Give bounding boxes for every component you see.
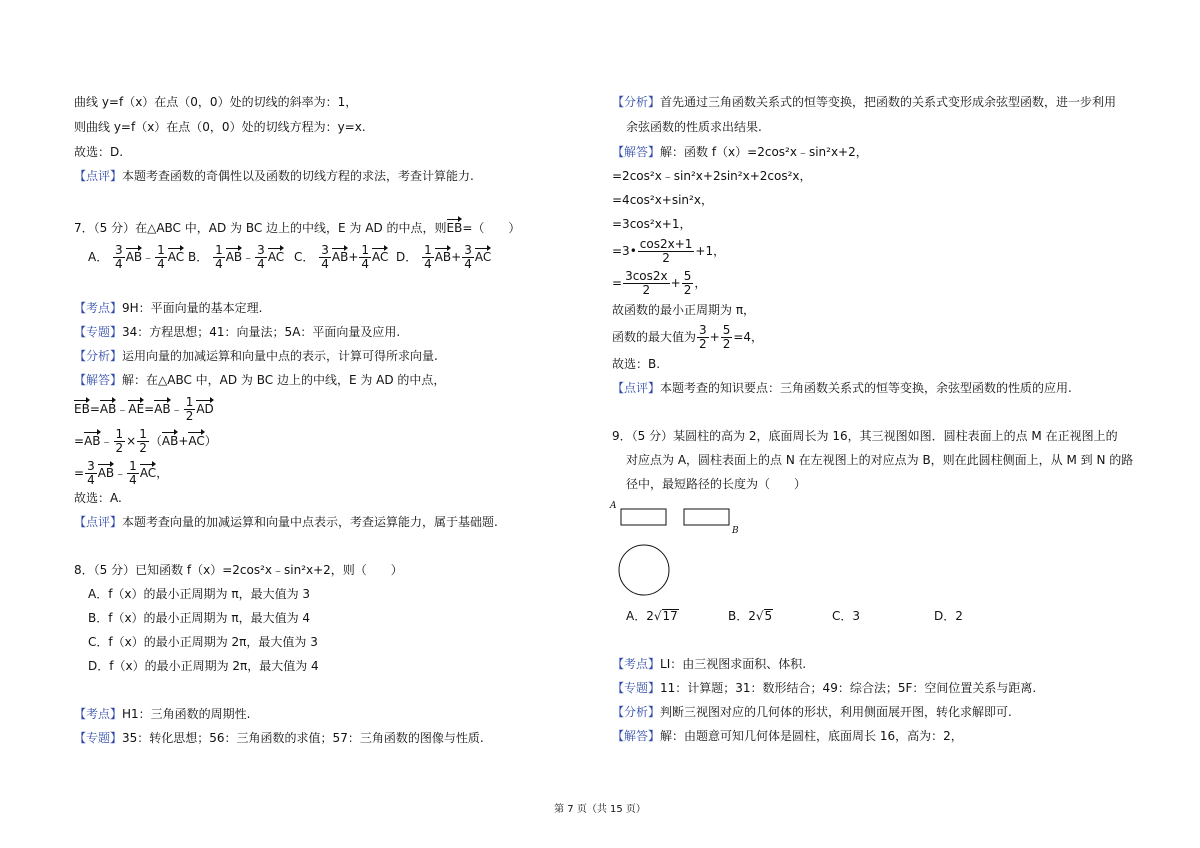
label-tag: 【考点】 — [74, 301, 123, 315]
label-tag: 【考点】 — [74, 707, 123, 721]
label-b: B — [732, 526, 739, 536]
operator: ） — [204, 434, 217, 448]
vector: AB — [162, 431, 178, 447]
option-letter: B． — [728, 609, 749, 623]
operator: = — [612, 276, 623, 290]
operator: +1， — [695, 244, 726, 258]
max-line — [612, 324, 763, 351]
vector: AC — [188, 431, 204, 447]
option-value: 3 — [852, 609, 861, 623]
max-text: 函数的最大值为 — [612, 330, 697, 344]
comment-line — [74, 514, 498, 530]
numerator: 3 — [321, 243, 329, 257]
fenxi-text: 判断三视图对应的几何体的形状，利用侧面展开图，转化求解即可. — [660, 705, 1012, 719]
fraction — [697, 324, 709, 351]
numerator: 1 — [185, 395, 194, 409]
jieda-text: 解：在△ABC 中，AD 为 BC 边上的中线，E 为 AD 的中点， — [122, 373, 446, 387]
vector: AE — [128, 399, 144, 415]
q8-option-c: C．f（x）的最小正周期为 2π，最大值为 3 — [88, 635, 318, 649]
sqrt-sign: √ — [653, 609, 662, 623]
option-letter: A． — [626, 609, 647, 623]
vector: AC — [168, 247, 184, 263]
question-8-stem: 8．（5 分）已知函数 f（x）=2cos²x﹣sin²x+2，则（ ） — [74, 563, 403, 577]
q7-option-a — [88, 244, 184, 271]
q8-step-5 — [612, 270, 706, 297]
label-tag: 【点评】 — [612, 381, 661, 395]
numerator: 5 — [683, 269, 692, 283]
vector: AD — [196, 399, 213, 415]
operator: × — [126, 434, 137, 448]
fraction — [114, 428, 126, 455]
numerator: 1 — [129, 459, 137, 473]
front-view-rect — [621, 509, 666, 525]
denominator: 4 — [215, 257, 223, 271]
denominator: 4 — [129, 473, 137, 487]
zhuanti-line — [612, 680, 1036, 696]
numerator: 3 — [87, 459, 95, 473]
sqrt-sign: √ — [755, 609, 764, 623]
option-letter: D． — [934, 609, 956, 623]
vector: AC — [372, 247, 388, 263]
q8-step-2: =4cos²x+sin²x， — [612, 193, 713, 207]
operator: = — [74, 466, 85, 480]
vector: AB — [98, 463, 114, 479]
q7-step-1 — [74, 396, 214, 423]
vector: AC — [475, 247, 491, 263]
operator: ﹣ — [170, 402, 183, 416]
denominator: 4 — [321, 257, 329, 271]
fraction — [155, 244, 167, 271]
numerator: 1 — [115, 427, 124, 441]
fraction — [319, 244, 331, 271]
vector: AB — [332, 247, 348, 263]
fraction — [721, 324, 733, 351]
label-tag: 【专题】 — [74, 325, 123, 339]
stem-text: 7．（5 分）在△ABC 中，AD 为 BC 边上的中线，E 为 AD 的中点，则 — [74, 221, 447, 235]
comment-line — [74, 168, 474, 184]
vector: AB — [100, 399, 116, 415]
denominator: 4 — [464, 257, 472, 271]
question-9-line-1: 9．（5 分）某圆柱的高为 2，底面周长为 16，其三视图如图．圆柱表面上的点 M 在正视图上的 — [612, 429, 1118, 443]
fraction — [359, 244, 371, 271]
denominator: 2 — [683, 283, 692, 297]
fraction — [184, 396, 196, 423]
denominator: 2 — [115, 441, 124, 455]
label-tag: 【解答】 — [74, 373, 123, 387]
operator: ﹣ — [100, 434, 113, 448]
label-tag: 【点评】 — [74, 515, 123, 529]
radicand: 17 — [662, 609, 678, 623]
q8-option-b: B．f（x）的最小正周期为 π，最大值为 4 — [88, 611, 311, 625]
q9-option-d — [934, 608, 963, 624]
operator: + — [348, 250, 359, 264]
numerator: 1 — [157, 243, 165, 257]
numerator: 3 — [115, 243, 123, 257]
denominator: 4 — [87, 473, 95, 487]
coefficient: 2 — [646, 609, 654, 623]
option-letter: C． — [294, 250, 315, 264]
fenxi-text: 运用向量的加减运算和向量中点的表示，计算可得所求向量. — [122, 349, 438, 363]
kaodian-line — [612, 656, 806, 672]
fraction — [682, 270, 694, 297]
operator: ﹣ — [142, 250, 155, 264]
fraction — [127, 460, 139, 487]
kaodian-text: 9H：平面向量的基本定理. — [122, 301, 263, 315]
question-9-line-2: 对应点为 A，圆柱表面上的点 N 在左视图上的对应点为 B，则在此圆柱侧面上，从 M 到 N 的路 — [626, 453, 1134, 467]
question-7-stem — [74, 218, 520, 236]
denominator: 4 — [115, 257, 123, 271]
operator: = — [89, 402, 100, 416]
top-view-circle — [619, 545, 669, 595]
operator: = — [74, 434, 85, 448]
kaodian-text: H1：三角函数的周期性. — [122, 707, 251, 721]
denominator: 4 — [361, 257, 370, 271]
denominator: 4 — [424, 257, 432, 271]
operator: ， — [694, 276, 707, 290]
numerator: 3 — [464, 243, 472, 257]
q8-step-4 — [612, 238, 725, 265]
numerator: 3cos2x — [625, 269, 668, 283]
vector: AC — [268, 247, 284, 263]
fraction — [462, 244, 474, 271]
q7-option-c — [294, 244, 388, 271]
label-tag: 【专题】 — [74, 731, 123, 745]
comment-text: 本题考查函数的奇偶性以及函数的切线方程的求法，考查计算能力. — [122, 169, 474, 183]
operator: ﹣ — [116, 402, 129, 416]
operator: （ — [149, 434, 162, 448]
kaodian-text: LI：由三视图求面积、体积. — [660, 657, 807, 671]
zhuanti-text: 11：计算题；31：数形结合；49：综合法；5F：空间位置关系与距离. — [660, 681, 1037, 695]
comment-text: 本题考查向量的加减运算和向量中点表示，考查运算能力，属于基础题. — [122, 515, 498, 529]
q9-option-c — [832, 608, 860, 624]
fraction — [638, 238, 695, 265]
numerator: 5 — [722, 323, 731, 337]
numerator: 1 — [139, 427, 147, 441]
jieda-text: 解：由题意可知几何体是圆柱，底面周长 16，高为：2， — [660, 729, 963, 743]
fraction — [137, 428, 149, 455]
numerator: 1 — [361, 243, 370, 257]
fenxi-line — [612, 94, 1116, 110]
stem-text: =（ ） — [462, 221, 521, 235]
vector: EB — [74, 399, 90, 415]
label-tag: 【解答】 — [612, 145, 661, 159]
jieda-line — [74, 372, 445, 388]
comment-line — [612, 380, 1072, 396]
label-tag: 【分析】 — [74, 349, 123, 363]
text-line: 故选：D. — [74, 145, 124, 159]
denominator: 4 — [157, 257, 165, 271]
q7-option-b — [188, 244, 284, 271]
answer-line: 故选：B. — [612, 357, 661, 371]
denominator: 2 — [662, 251, 670, 265]
q8-step-1: =2cos²x﹣sin²x+2sin²x+2cos²x， — [612, 169, 812, 183]
text-line: 则曲线 y=f（x）在点（0，0）处的切线方程为：y=x. — [74, 120, 366, 134]
option-value: 2 — [955, 609, 963, 623]
zhuanti-line — [74, 324, 400, 340]
coefficient: 2 — [748, 609, 756, 623]
jieda-line — [612, 144, 868, 160]
operator: ﹣ — [114, 466, 127, 480]
radicand: 5 — [764, 609, 773, 623]
option-letter: A． — [88, 250, 109, 264]
numerator: 3 — [699, 323, 707, 337]
numerator: 1 — [215, 243, 223, 257]
label-tag: 【点评】 — [74, 169, 123, 183]
fenxi-line — [74, 348, 438, 364]
option-letter: D． — [396, 250, 418, 264]
vector-eb: EB — [447, 218, 463, 234]
operator: ﹣ — [242, 250, 255, 264]
vector: AC — [140, 463, 156, 479]
zhuanti-line — [74, 730, 484, 746]
label-tag: 【分析】 — [612, 95, 661, 109]
q7-step-3 — [74, 460, 168, 487]
q8-option-a: A．f（x）的最小正周期为 π，最大值为 3 — [88, 587, 311, 601]
operator: + — [178, 434, 189, 448]
vector: AB — [154, 399, 170, 415]
question-9-line-3: 径中，最短路径的长度为（ ） — [626, 477, 807, 491]
fenxi-line-cont: 余弦函数的性质求出结果. — [626, 120, 762, 134]
option-letter: B． — [188, 250, 209, 264]
side-view-rect — [684, 509, 729, 525]
option-letter: C． — [832, 609, 853, 623]
label-tag: 【考点】 — [612, 657, 661, 671]
numerator: cos2x+1 — [639, 237, 693, 251]
q8-option-d: D．f（x）的最小正周期为 2π，最大值为 4 — [88, 659, 319, 673]
numerator: 3 — [257, 243, 265, 257]
label-tag: 【解答】 — [612, 729, 661, 743]
denominator: 4 — [257, 257, 265, 271]
fraction — [85, 460, 97, 487]
vector: AB — [435, 247, 451, 263]
fenxi-text: 首先通过三角函数关系式的恒等变换，把函数的关系式变形成余弦型函数，进一步利用 — [660, 95, 1117, 109]
denominator: 2 — [642, 283, 651, 297]
zhuanti-text: 35：转化思想；56：三角函数的求值；57：三角函数的图像与性质. — [122, 731, 484, 745]
fraction — [255, 244, 267, 271]
answer-line: 故选：A. — [74, 491, 122, 505]
kaodian-line — [74, 706, 251, 722]
operator: = — [144, 402, 155, 416]
jieda-line — [612, 728, 963, 744]
vector: AB — [84, 431, 100, 447]
denominator: 2 — [722, 337, 731, 351]
operator: + — [451, 250, 462, 264]
denominator: 2 — [699, 337, 707, 351]
numerator: 1 — [424, 243, 432, 257]
fenxi-line — [612, 704, 1012, 720]
q9-option-b — [728, 608, 773, 624]
operator: ， — [156, 466, 169, 480]
period-line: 故函数的最小正周期为 π， — [612, 303, 756, 317]
fraction — [113, 244, 125, 271]
q9-option-a — [626, 608, 679, 624]
comment-text: 本题考查的知识要点：三角函数关系式的恒等变换，余弦型函数的性质的应用. — [660, 381, 1072, 395]
operator: =3• — [612, 244, 637, 258]
fraction — [623, 270, 670, 297]
label-tag: 【分析】 — [612, 705, 661, 719]
jieda-text: 解：函数 f（x）=2cos²x﹣sin²x+2， — [660, 145, 868, 159]
denominator: 2 — [139, 441, 147, 455]
denominator: 2 — [185, 409, 194, 423]
operator: =4， — [733, 330, 764, 344]
page-footer: 第 7 页（共 15 页） — [554, 804, 646, 815]
fraction — [213, 244, 225, 271]
three-view-figure — [608, 496, 748, 600]
kaodian-line — [74, 300, 263, 316]
q8-step-3: =3cos²x+1， — [612, 217, 692, 231]
label-a: A — [610, 501, 617, 511]
vector: AB — [226, 247, 242, 263]
operator: + — [670, 276, 681, 290]
q7-step-2 — [74, 428, 217, 455]
vector: AB — [126, 247, 142, 263]
text-line: 曲线 y=f（x）在点（0，0）处的切线的斜率为：1， — [74, 95, 358, 109]
zhuanti-text: 34：方程思想；41：向量法；5A：平面向量及应用. — [122, 325, 401, 339]
fraction — [422, 244, 434, 271]
label-tag: 【专题】 — [612, 681, 661, 695]
operator: + — [709, 330, 720, 344]
q7-option-d — [396, 244, 491, 271]
